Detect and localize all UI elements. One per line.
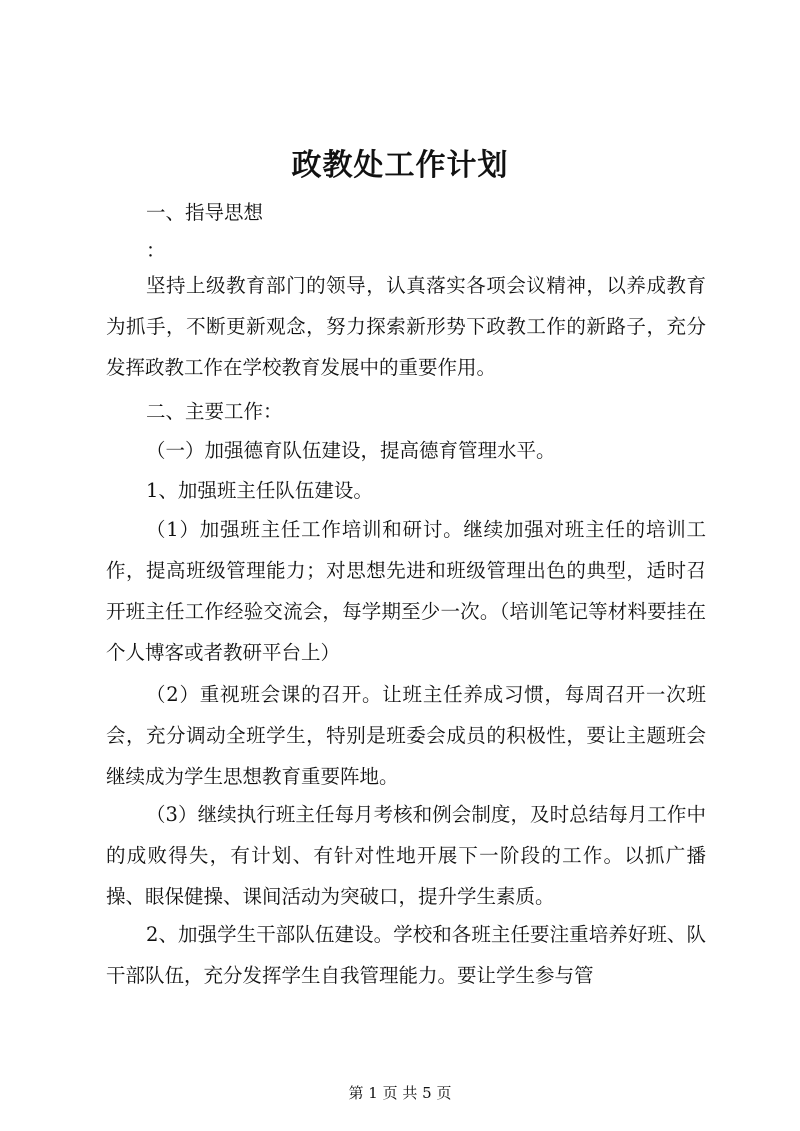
heading-guiding-thought: 一、指导思想 (146, 201, 264, 224)
colon-line: ： (146, 239, 166, 262)
document-title: 政教处工作计划 (291, 148, 509, 183)
item-student-cadre: 2、加强学生干部队伍建设。学校和各班主任要注重培养好班、队干部队伍，充分发挥学生自我管理能力。要让学生参与管 (106, 923, 706, 987)
item-class-teacher-team: 1、加强班主任队伍建设。 (146, 479, 373, 502)
heading-main-work: 二、主要工作： (146, 400, 283, 423)
paragraph-guiding: 坚持上级教育部门的领导，认真落实各项会议精神，以养成教育为抓手，不断更新观念，努力探索新形势下政教工作的新路子，充分发挥政教工作在学校教育发展中的重要作用。 (106, 274, 706, 379)
item-class-meeting: （2）重视班会课的召开。让班主任养成习惯，每周召开一次班会，充分调动全班学生，特别是班委会成员的积极性，要让主题班会继续成为学生思想教育重要阵地。 (106, 683, 706, 788)
subheading-moral-team: （一）加强德育队伍建设，提高德育管理水平。 (146, 439, 556, 462)
item-training-research: （1）加强班主任工作培训和研讨。继续加强对班主任的培训工作，提高班级管理能力；对思想先进和班级管理出色的典型，适时召开班主任工作经验交流会，每学期至少一次。（培训笔记等材料要挂在个人博客或者教研平台上） (106, 518, 706, 664)
page-footer: 第 1 页 共 5 页 (348, 1084, 452, 1102)
item-monthly-assessment: （3）继续执行班主任每月考核和例会制度，及时总结每月工作中的成败得失，有计划、有针对性地开展下一阶段的工作。以抓广播操、眼保健操、课间活动为突破口，提升学生素质。 (106, 803, 706, 908)
